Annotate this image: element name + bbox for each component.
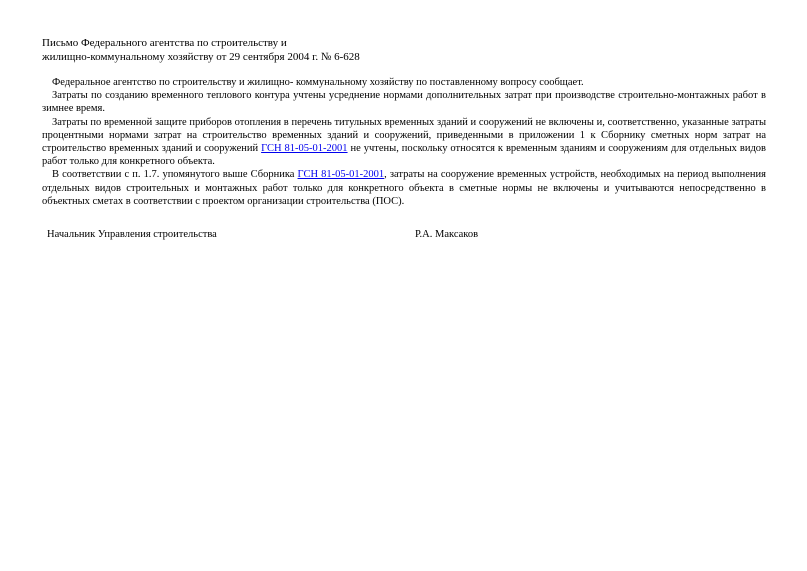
document-title — [42, 36, 442, 64]
paragraph-temporary-devices-text-end: , затраты на сооружение временных устройств, необходимых на период выполнения отдельных видов строительных и монтажных работ только для конкретного объекта в сметные нормы не включены и учитываются непосредственно в объектных сметах в соответствии с проектом организации строительства (ПОС). — [42, 169, 766, 207]
paragraph-thermal-contour — [42, 89, 766, 115]
title-line-1: Письмо Федерального агентства по строительству и — [42, 37, 287, 49]
gsn-link-2[interactable]: ГСН 81-05-01-2001 — [297, 169, 385, 181]
paragraph-temporary-devices-text-start: В соответствии с п. 1.7. упомянутого выше Сборника — [52, 169, 298, 181]
document-body — [42, 76, 766, 208]
paragraph-thermal-contour-text: Затраты по созданию временного теплового контура учтены усреднение нормами дополнительных затрат при производстве строительно-монтажных работ в зимнее время. — [42, 90, 766, 115]
paragraph-heating-protection-text-end: не учтены, поскольку относятся к временным зданиям и сооружениям для отдельных видов работ только для конкретного объекта. — [42, 143, 766, 168]
signature-role: Начальник Управления строительства — [47, 229, 217, 240]
paragraph-heating-protection-text-start: Затраты по временной защите приборов отопления в перечень титульных временных зданий и сооружений не включены и, соответственно, указанные затраты процентными нормами затрат на строительство временных зданий и сооружений, приведенными в приложении 1 к Сборнику сметных норм затрат на строительство временных зданий и сооружений — [42, 116, 766, 155]
paragraph-temporary-devices — [42, 168, 766, 208]
signature-name: Р.А. Максаков — [415, 229, 479, 240]
paragraph-heating-protection — [42, 116, 766, 169]
signature-block — [47, 228, 747, 242]
paragraph-intro — [42, 76, 766, 89]
gsn-link-1[interactable]: ГСН 81-05-01-2001 — [261, 143, 348, 155]
title-line-2: жилищно-коммунальному хозяйству от 29 сентября 2004 г. № 6-628 — [42, 51, 360, 63]
paragraph-intro-text: Федеральное агентство по строительству и жилищно- коммунальному хозяйству по поставленному вопросу сообщает. — [52, 77, 584, 88]
